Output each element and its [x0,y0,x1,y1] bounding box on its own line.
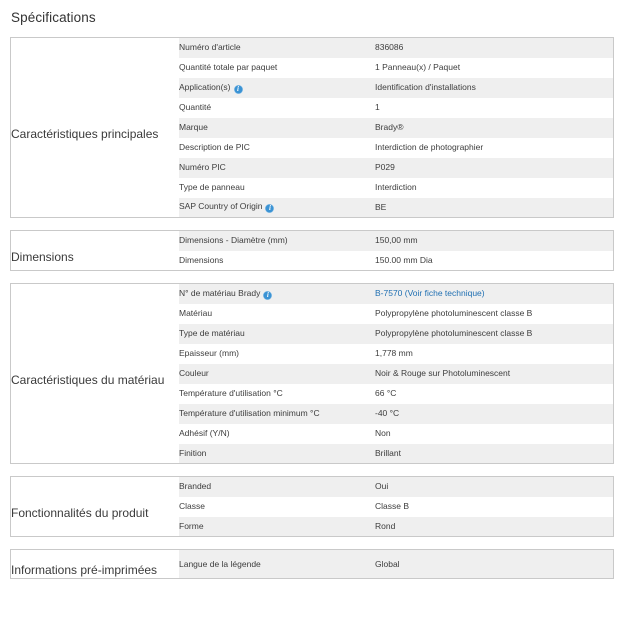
spec-attribute-label: Numéro d'article [179,42,241,53]
spec-value-text: Global [375,558,400,569]
info-icon[interactable]: i [263,291,272,300]
spec-attribute-cell [179,158,375,178]
spec-attribute-label: Forme [179,520,204,531]
spec-group-label: Fonctionnalités du produit [11,505,149,520]
spec-attribute-cell [179,477,375,497]
spec-value-cell [375,58,614,78]
page-title: Spécifications [11,10,96,25]
info-icon[interactable]: i [234,85,243,94]
spec-attribute-label: Dimensions [179,254,224,265]
spec-value-text: Polypropylène photoluminescent classe B [375,308,533,318]
spec-value-cell [375,78,614,98]
spec-attribute-cell [179,404,375,424]
spec-attribute-label: Langue de la légende [179,558,261,569]
spec-value-text: 150,00 mm [375,235,418,246]
spec-attribute-label: Matériau [179,308,213,318]
spec-attribute-label: Type de panneau [179,182,245,192]
spec-value-text: 1,778 mm [375,348,413,358]
spec-attribute-label: Branded [179,481,212,492]
spec-value-cell [375,198,614,218]
spec-value-cell [375,98,614,118]
spec-attribute-cell [179,384,375,404]
spec-attribute-label: Quantité [179,102,212,112]
spec-section-table [10,476,614,537]
spec-value-cell [375,497,614,517]
spec-value-text: P029 [375,162,395,172]
spec-attribute-cell [179,550,375,579]
spec-value-text: Interdiction de photographier [375,142,484,152]
spec-attribute-cell [179,98,375,118]
spec-section-table [10,37,614,218]
spec-section-table [10,230,614,271]
spec-attribute-label: Epaisseur (mm) [179,348,239,358]
spec-value-text: Oui [375,481,389,492]
spec-attribute-cell [179,231,375,251]
spec-attribute-cell [179,198,375,218]
spec-value-text: -40 °C [375,408,400,418]
spec-attribute-label: Température d'utilisation minimum °C [179,408,320,418]
spec-value-cell [375,477,614,497]
spec-group-label: Caractéristiques principales [11,126,159,141]
spec-attribute-label: N° de matériau Brady [179,287,261,298]
spec-row [11,477,614,497]
spec-attribute-cell [179,118,375,138]
spec-attribute-label: Type de matériau [179,328,245,338]
spec-value-text: Rond [375,520,396,531]
spec-group-label: Dimensions [11,249,74,264]
spec-attribute-cell [179,497,375,517]
spec-row [11,38,614,58]
spec-value-cell [375,324,614,344]
spec-group-cell [11,477,180,537]
spec-value-cell [375,344,614,364]
spec-attribute-label: Marque [179,122,208,132]
spec-group-cell [11,284,180,464]
spec-value-text: 66 °C [375,388,397,398]
spec-value-text: BE [375,201,387,212]
spec-attribute-label: Température d'utilisation °C [179,388,283,398]
spec-attribute-cell [179,284,375,304]
spec-attribute-cell [179,138,375,158]
spec-value-cell [375,158,614,178]
spec-attribute-label: Classe [179,501,205,511]
spec-section-table [10,549,614,579]
spec-attribute-cell [179,58,375,78]
spec-attribute-cell [179,324,375,344]
spec-group-cell [11,38,180,218]
spec-value-cell [375,284,614,304]
spec-value-cell [375,304,614,324]
spec-value-text: Noir & Rouge sur Photoluminescent [375,368,511,378]
spec-value-cell [375,424,614,444]
spec-attribute-cell [179,78,375,98]
spec-attribute-cell [179,38,375,58]
spec-value-cell [375,118,614,138]
spec-value-link[interactable]: B-7570 (Voir fiche technique) [375,288,485,299]
spec-value-cell [375,384,614,404]
spec-value-cell [375,251,614,271]
specifications-tables [0,37,622,579]
spec-value-cell [375,138,614,158]
spec-value-cell [375,178,614,198]
spec-value-cell [375,404,614,424]
spec-group-cell [11,550,180,579]
spec-attribute-label: Quantité totale par paquet [179,62,278,72]
spec-row [11,550,614,579]
spec-attribute-label: Dimensions - Diamètre (mm) [179,235,288,246]
spec-attribute-label: Couleur [179,368,209,378]
spec-attribute-label: Application(s) [179,81,231,92]
spec-value-text: Interdiction [375,182,417,192]
spec-value-text: 150.00 mm Dia [375,254,433,265]
spec-value-cell [375,517,614,537]
spec-value-cell [375,550,614,579]
spec-value-cell [375,231,614,251]
spec-attribute-label: Numéro PIC [179,162,226,172]
spec-attribute-cell [179,178,375,198]
spec-value-cell [375,364,614,384]
spec-attribute-label: Finition [179,447,207,458]
spec-section-table [10,283,614,464]
spec-value-text: Brillant [375,447,401,458]
spec-attribute-label: Description de PIC [179,142,250,152]
spec-attribute-cell [179,364,375,384]
spec-row [11,231,614,251]
spec-value-text: 1 [375,102,380,112]
spec-group-label: Caractéristiques du matériau [11,372,165,387]
spec-row [11,284,614,304]
spec-attribute-cell [179,304,375,324]
spec-attribute-label: SAP Country of Origin [179,201,263,212]
spec-value-text: 1 Panneau(x) / Paquet [375,62,461,72]
spec-value-text: Brady® [375,122,404,132]
spec-attribute-cell [179,517,375,537]
spec-group-cell [11,231,180,271]
spec-attribute-label: Adhésif (Y/N) [179,428,230,438]
spec-value-text: 836086 [375,42,404,53]
spec-attribute-cell [179,424,375,444]
info-icon[interactable]: i [265,204,274,213]
spec-value-text: Identification d'installations [375,82,476,92]
spec-value-text: Polypropylène photoluminescent classe B [375,328,533,338]
spec-value-cell [375,38,614,58]
spec-attribute-cell [179,251,375,271]
spec-value-text: Classe B [375,501,410,511]
spec-attribute-cell [179,344,375,364]
spec-attribute-cell [179,444,375,464]
spec-value-text: Non [375,428,391,438]
spec-value-cell [375,444,614,464]
spec-group-label: Informations pré-imprimées [11,563,158,577]
